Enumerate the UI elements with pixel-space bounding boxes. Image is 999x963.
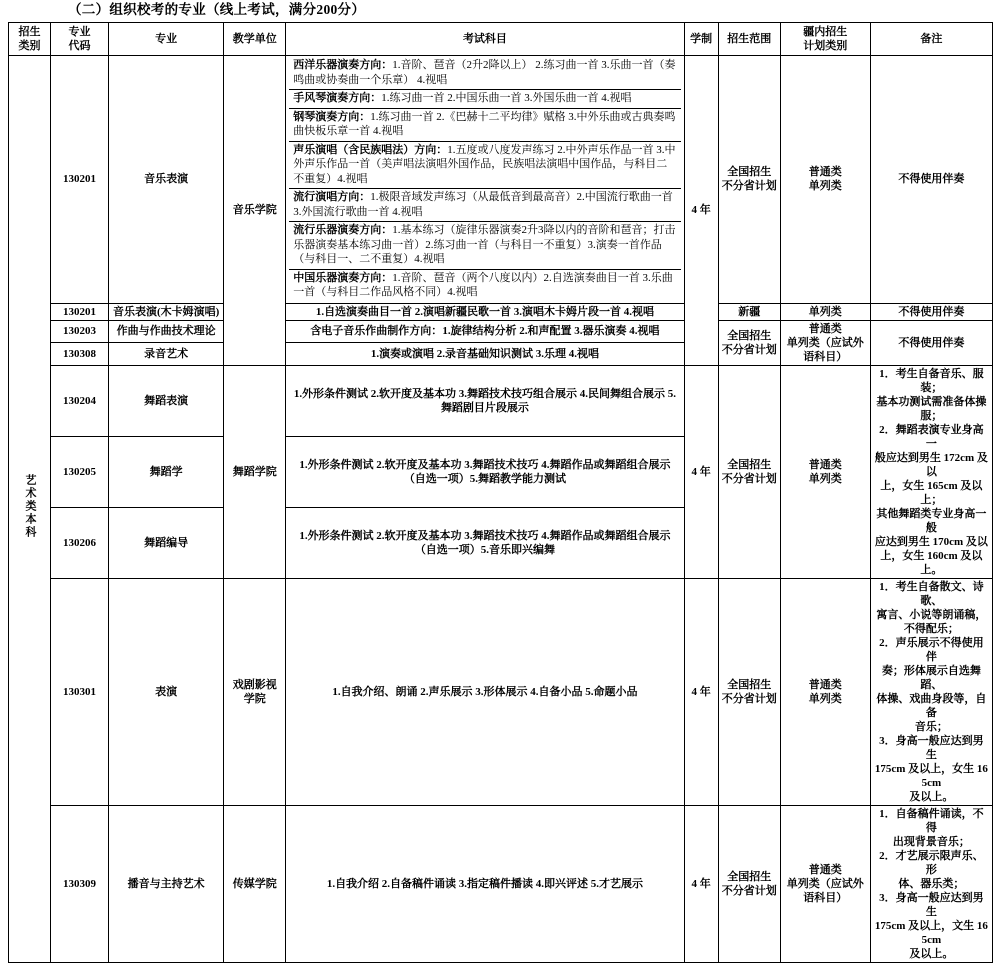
note-line: 及以上。	[909, 790, 954, 803]
plan-line1: 普通类	[808, 458, 842, 471]
subject-direction: 含电子音乐作曲制作方向：	[310, 325, 443, 338]
header-category-line2: 类别	[18, 40, 41, 52]
plan-line1: 普通类	[808, 863, 842, 876]
plan-line2: 单列类（应试外语科目）	[786, 336, 864, 363]
cell-years: 4 年	[684, 805, 718, 962]
cell-exam-subjects	[286, 56, 684, 304]
subject-block	[289, 142, 680, 190]
note-line: 2．舞蹈表演专业身高一	[879, 423, 984, 450]
subject-body: 1.音阶、琶音（两个八度以内）2.自选演奏曲目一首 3.乐曲一首（与科目二作品风格不同）4.视唱	[293, 271, 673, 298]
note-line: 2．声乐展示不得使用伴	[879, 636, 984, 663]
header-plan-line1: 疆内招生	[803, 26, 848, 38]
header-major: 专业	[109, 23, 224, 56]
table-row	[9, 805, 993, 962]
cell-scope	[718, 320, 780, 365]
cell-major-code: 130308	[51, 343, 109, 366]
category-label: 艺术类本科	[24, 474, 37, 540]
plan-line1: 普通类	[808, 678, 842, 691]
scope-line1: 全国招生	[727, 166, 772, 179]
subject-block	[289, 109, 680, 142]
scope-line2: 不分省计划	[721, 343, 777, 356]
cell-major-code: 130206	[51, 507, 109, 578]
cell-exam-subjects: 1.自我介绍 2.自备稿件诵读 3.指定稿件播读 4.即兴评述 5.才艺展示	[286, 805, 684, 962]
subject-body: 1.练习曲一首 2.中国乐曲一首 3.外国乐曲一首 4.视唱	[381, 92, 632, 104]
subject-body: 1.旋律结构分析 2.和声配置 3.器乐演奏 4.视唱	[442, 325, 660, 338]
subject-block	[289, 270, 680, 302]
cell-scope	[718, 578, 780, 805]
note-line: 175cm 及以上，文生 165cm	[874, 919, 988, 946]
note-line: 上，女生 165cm 及以上；	[880, 479, 983, 506]
note-line: 奏；形体展示自选舞蹈、	[881, 664, 981, 691]
unit-line2: 学院	[243, 692, 266, 705]
cell-years: 4 年	[684, 56, 718, 366]
scope-line2: 不分省计划	[721, 692, 777, 705]
note-line: 般应达到男生 172cm 及以	[874, 451, 988, 478]
header-plan-line2: 计划类别	[803, 40, 848, 52]
table-row	[9, 578, 993, 805]
cell-major-code: 130301	[51, 578, 109, 805]
plan-line2: 单列类（应试外语科目）	[786, 877, 864, 904]
note-line: 3．身高一般应达到男生	[879, 891, 984, 918]
header-code-line1: 专业	[68, 26, 91, 38]
cell-teaching-unit: 传媒学院	[224, 805, 286, 962]
cell-major-name: 表演	[109, 578, 224, 805]
cell-teaching-unit: 舞蹈学院	[224, 365, 286, 578]
cell-exam-subjects: 1.演奏或演唱 2.录音基础知识测试 3.乐理 4.视唱	[286, 343, 684, 366]
header-scope: 招生范围	[718, 23, 780, 56]
plan-line2: 单列类	[808, 472, 842, 485]
cell-plan-category	[780, 805, 870, 962]
cell-note: 不得使用伴奏	[870, 303, 992, 320]
note-line: 1．考生自备散文、诗歌、	[879, 580, 984, 607]
cell-note: 不得使用伴奏	[870, 56, 992, 304]
plan-line2: 单列类	[808, 180, 842, 193]
table-body	[9, 56, 993, 963]
cell-plan-category	[780, 578, 870, 805]
note-line: 175cm 及以上，女生 165cm	[874, 762, 988, 789]
cell-major-code: 130204	[51, 365, 109, 436]
note-line: 基本功测试需准备体操	[876, 395, 987, 408]
subject-block	[289, 57, 680, 90]
cell-plan-category	[780, 365, 870, 578]
cell-scope	[718, 365, 780, 578]
note-line: 1．考生自备音乐、服装；	[879, 367, 984, 394]
header-code-line2: 代码	[68, 40, 91, 52]
cell-exam-subjects: 1.自我介绍、朗诵 2.声乐展示 3.形体展示 4.自备小品 5.命题小品	[286, 578, 684, 805]
plan-line1: 普通类	[808, 322, 842, 335]
cell-note: 不得使用伴奏	[870, 320, 992, 365]
note-line: 体、器乐类；	[898, 877, 965, 890]
subject-direction: 钢琴演奏方向：	[293, 110, 371, 123]
subject-direction: 中国乐器演奏方向：	[293, 271, 393, 284]
header-teaching-unit: 教学单位	[224, 23, 286, 56]
cell-note	[870, 805, 992, 962]
subject-direction: 流行乐器演奏方向：	[293, 224, 393, 236]
cell-years: 4 年	[684, 578, 718, 805]
note-line: 3．身高一般应达到男生	[879, 734, 984, 761]
cell-plan-category	[780, 303, 870, 320]
header-category-line1: 招生	[18, 26, 41, 38]
cell-major-code: 130205	[51, 436, 109, 507]
scope-line1: 全国招生	[727, 329, 772, 342]
subject-body: 1.基本练习（旋律乐器演奏2升3降以内的音阶和琶音；打击乐器演奏基本练习曲一首）2.练习曲一首（与科目一不重复）3.演奏一首作品（与科目一、二不重复）4.视唱	[293, 224, 676, 265]
cell-note	[870, 578, 992, 805]
cell-major-code: 130201	[51, 56, 109, 304]
table-header-row	[9, 23, 993, 56]
cell-scope	[718, 303, 780, 320]
cell-major-code: 130203	[51, 320, 109, 343]
cell-major-name: 音乐表演	[109, 56, 224, 304]
table-row	[9, 365, 993, 436]
subject-direction: 西洋乐器演奏方向：	[293, 59, 393, 71]
note-line: 1．自备稿件诵读，不得	[879, 807, 984, 834]
note-line: 其他舞蹈类专业身高一般	[876, 507, 987, 534]
note-line: 寓言、小说等朗诵稿，	[876, 608, 987, 621]
cell-teaching-unit	[224, 578, 286, 805]
plan-line1: 普通类	[808, 166, 842, 179]
cell-exam-subjects: 1.外形条件测试 2.软开度及基本功 3.舞蹈技术技巧组合展示 4.民间舞组合展示 5.舞蹈剧目片段展示	[286, 365, 684, 436]
cell-major-name: 舞蹈编导	[109, 507, 224, 578]
header-category	[9, 23, 51, 56]
note-line: 及以上。	[909, 947, 954, 960]
note-line: 服；	[920, 409, 943, 422]
cell-major-name: 作曲与作曲技术理论	[109, 320, 224, 343]
subject-block	[289, 90, 680, 109]
subject-block	[289, 189, 680, 222]
cell-scope	[718, 56, 780, 304]
cell-years: 4 年	[684, 365, 718, 578]
subject-body: 1.五度或八度发声练习 2.中外声乐作品一首 3.中外声乐作品一首（美声唱法演唱外国作品，民族唱法演唱中国作品，与科目二不重复）4.视唱	[293, 143, 676, 185]
scope-line1: 全国招生	[727, 870, 772, 883]
header-plan-category	[780, 23, 870, 56]
table-row	[9, 320, 993, 343]
page-title: （二）组织校考的专业（线上考试，满分200分）	[68, 2, 366, 17]
scope-line1: 新疆	[738, 305, 761, 318]
scope-line2: 不分省计划	[721, 180, 777, 193]
subject-direction: 声乐演唱（含民族唱法）方向：	[293, 143, 448, 156]
admissions-table	[8, 22, 993, 963]
note-line: 应达到男生 170cm 及以	[874, 535, 988, 548]
cell-note	[870, 365, 992, 578]
plan-line1: 单列类	[808, 305, 842, 318]
cell-major-name: 录音艺术	[109, 343, 224, 366]
cell-plan-category	[780, 320, 870, 365]
cell-exam-subjects: 1.自选演奏曲目一首 2.演唱新疆民歌一首 3.演唱木卡姆片段一首 4.视唱	[286, 303, 684, 320]
cell-major-code: 130201	[51, 303, 109, 320]
header-note: 备注	[870, 23, 992, 56]
scope-line2: 不分省计划	[721, 884, 777, 897]
note-line: 体操、戏曲身段等，自备	[876, 692, 987, 719]
table-row	[9, 303, 993, 320]
cell-exam-subjects: 1.外形条件测试 2.软开度及基本功 3.舞蹈技术技巧 4.舞蹈作品或舞蹈组合展示（自选一项）5.舞蹈教学能力测试	[286, 436, 684, 507]
subject-body: 1.音阶、琶音（2升2降以上） 2.练习曲一首 3.乐曲一首（奏鸣曲或协奏曲一个乐章） 4.视唱	[293, 59, 676, 86]
header-major-code	[51, 23, 109, 56]
subject-direction: 流行演唱方向：	[293, 191, 371, 203]
cell-major-name: 音乐表演(木卡姆演唱)	[109, 303, 224, 320]
note-line: 上，女生 160cm 及以上。	[880, 549, 983, 576]
table-row	[9, 56, 993, 304]
cell-plan-category	[780, 56, 870, 304]
cell-category	[9, 56, 51, 963]
plan-line2: 单列类	[808, 692, 842, 705]
header-years: 学制	[684, 23, 718, 56]
subject-body: 1.练习曲一首 2.《巴赫十二平均律》赋格 3.中外乐曲或古典奏鸣曲快板乐章一首 4.视唱	[293, 110, 676, 137]
note-line: 音乐；	[914, 720, 948, 733]
scope-line2: 不分省计划	[721, 472, 777, 485]
cell-major-name: 播音与主持艺术	[109, 805, 224, 962]
unit-line1: 戏剧影视	[232, 678, 277, 691]
subject-block	[289, 222, 680, 270]
note-line: 出现背景音乐；	[892, 835, 970, 848]
scope-line1: 全国招生	[727, 458, 772, 471]
cell-major-code: 130309	[51, 805, 109, 962]
scope-line1: 全国招生	[727, 678, 772, 691]
cell-exam-subjects	[286, 320, 684, 343]
subject-body: 1.极限音域发声练习（从最低音到最高音）2.中国流行歌曲一首 3.外国流行歌曲一首 4.视唱	[293, 191, 673, 218]
cell-scope	[718, 805, 780, 962]
note-line: 2．才艺展示限声乐、形	[879, 849, 984, 876]
cell-major-name: 舞蹈表演	[109, 365, 224, 436]
header-exam-subjects: 考试科目	[286, 23, 684, 56]
cell-teaching-unit: 音乐学院	[224, 56, 286, 366]
cell-exam-subjects: 1.外形条件测试 2.软开度及基本功 3.舞蹈技术技巧 4.舞蹈作品或舞蹈组合展示（自选一项）5.音乐即兴编舞	[286, 507, 684, 578]
note-line: 不得配乐；	[903, 622, 959, 635]
cell-major-name: 舞蹈学	[109, 436, 224, 507]
subject-direction: 手风琴演奏方向：	[293, 92, 382, 104]
